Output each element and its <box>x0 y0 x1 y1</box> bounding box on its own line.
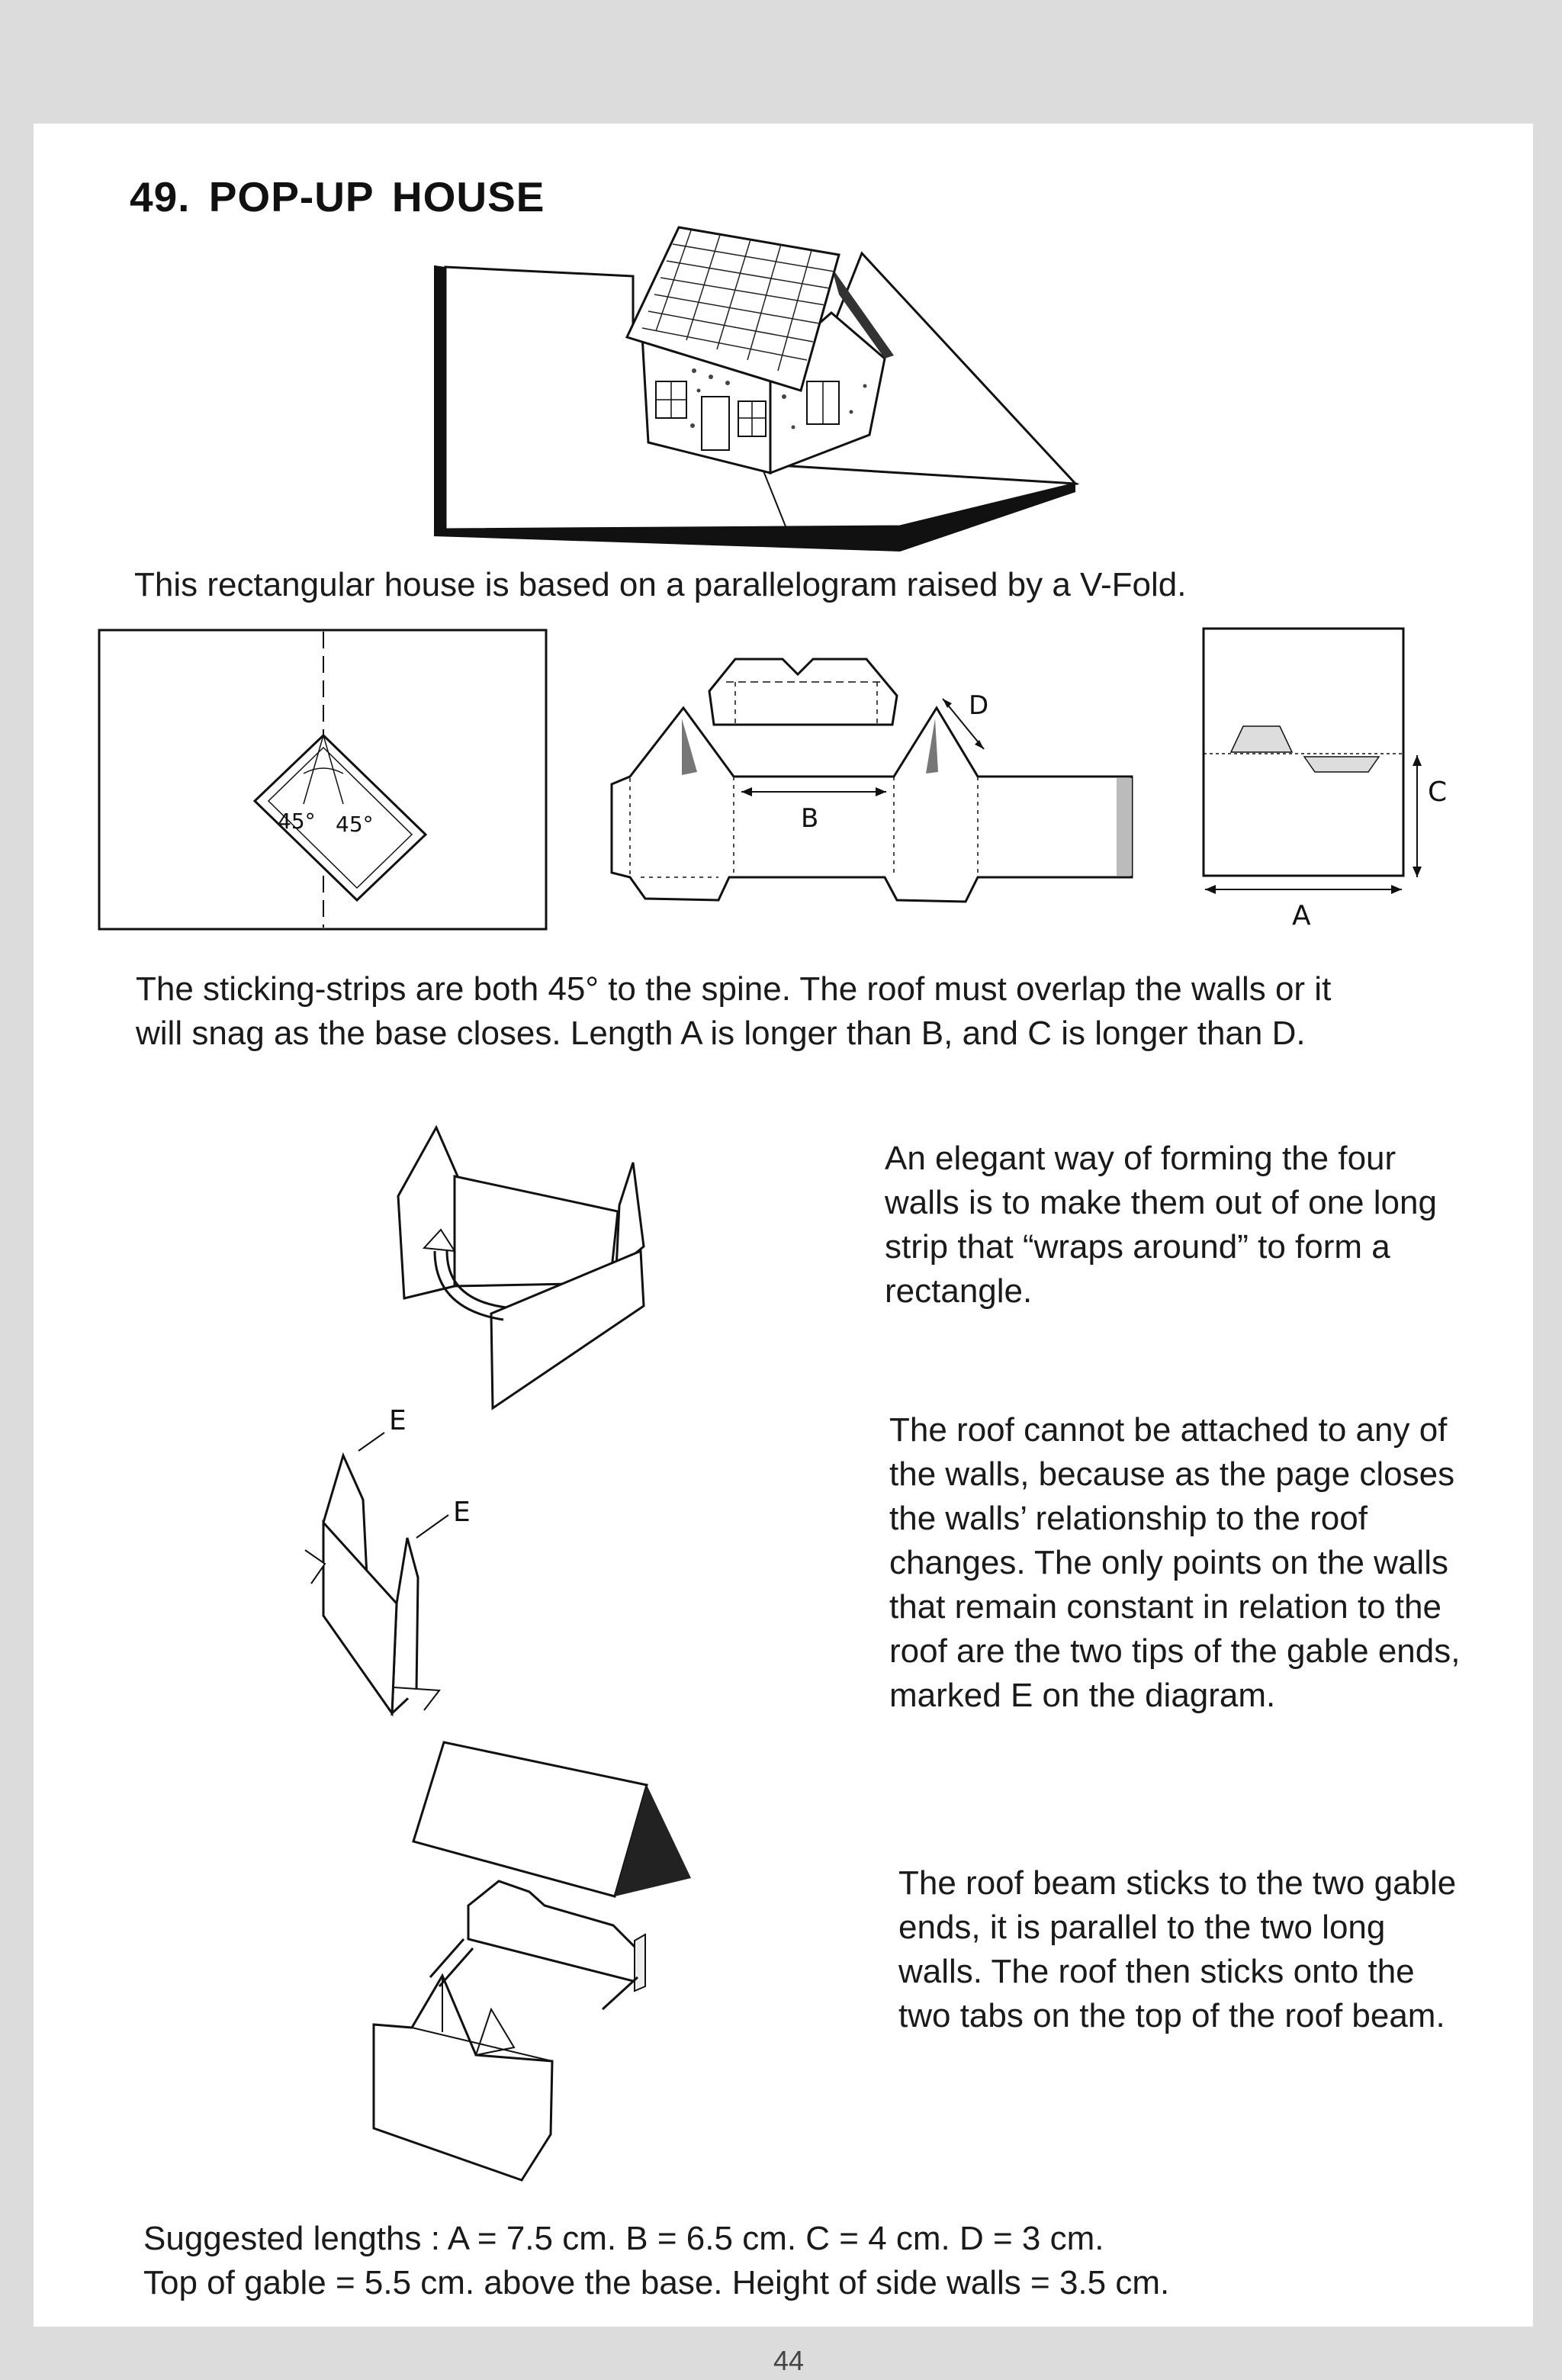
page-title: 49. POP-UP HOUSE <box>130 173 545 220</box>
a-label: A <box>1292 900 1311 931</box>
suggested-lengths-line-2: Top of gable = 5.5 cm. above the base. Height of side walls = 3.5 cm. <box>143 2264 1170 2301</box>
hero-illustration <box>427 221 1091 564</box>
paragraph-roof-beam: The roof beam sticks to the two gable ends, it is parallel to the two long walls. The roof then sticks onto the two tabs on the top of the roof beam. <box>898 1864 1457 2034</box>
paragraph-sticking-strips: The sticking-strips are both 45° to the spine. The roof must overlap the walls or it will snag as the base closes. Length A is longer than B, and C is longer than D. <box>136 970 1332 1052</box>
paragraph-walls: An elegant way of forming the four walls is to make them out of one long strip that “wraps around” to form a rectangle. <box>885 1140 1437 1310</box>
intro-text: This rectangular house is based on a parallelogram raised by a V-Fold. <box>134 566 1187 603</box>
d-label: D <box>969 690 989 721</box>
paragraph-roof: The roof cannot be attached to any of the walls, because as the page closes the walls’ relationship to the roof changes. The only points on the walls that remain constant in relation to the roof are the two tips of the gable ends, marked E on the diagram. <box>889 1411 1461 1714</box>
page-number: 44 <box>773 2345 805 2376</box>
illustration-wall-strip <box>381 1123 656 1413</box>
gable-label-e-right: E <box>453 1497 471 1528</box>
diagram-wall-net <box>607 650 1141 909</box>
angle-left-label: 45° <box>278 809 316 834</box>
suggested-lengths-line-1: Suggested lengths : A = 7.5 cm. B = 6.5 cm. C = 4 cm. D = 3 cm. <box>143 2220 1104 2257</box>
diagram-base-dimensions <box>1200 626 1460 931</box>
c-label: C <box>1428 777 1448 808</box>
diagram-v-fold-layout <box>98 629 549 934</box>
angle-right-label: 45° <box>336 812 374 837</box>
illustration-roof-beam <box>369 1735 705 2177</box>
illustration-gable-ends <box>290 1401 519 1751</box>
b-label: B <box>801 803 819 834</box>
gable-label-e-top: E <box>389 1405 407 1436</box>
